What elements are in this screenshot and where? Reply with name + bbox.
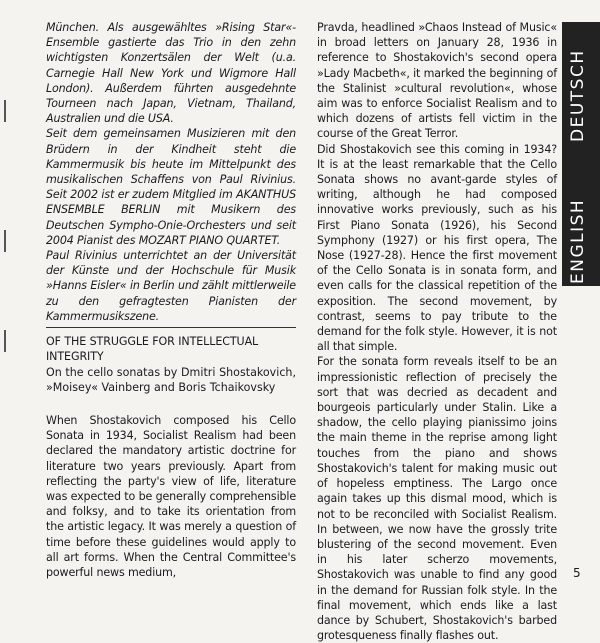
essay-paragraph: When Shostakovich composed his Cello Sonata in 1934, Socialist Realism had been declared the mandatory artistic doctrine for literature two years previously. Apart from reflecting the party's view of life, literature was expected to be generally comprehensible and folksy, and to take its orientation from the artistic legacy. It was merely a question of time before these guidelines would apply to all art forms. When the Central Committee's powerful news medium, (46, 414, 296, 580)
essay-column (317, 20, 557, 643)
essay-subtitle: On the cello sonatas by Dmitri Shostakovich, »Moisey« Vainberg and Boris Tchaikovsky (46, 366, 296, 395)
page-number: 5 (573, 566, 581, 580)
section-divider (46, 327, 296, 328)
german-biography (46, 20, 296, 324)
language-label-english: ENGLISH (568, 198, 588, 284)
bio-paragraph: München. Als ausgewähltes »Rising Star«-Ensemble gastierte das Trio in den zehn wichtigsten Konzertsälen der Welt (u.a. Carnegie Hall New York und Wigmore Hall London). Außerdem führten ausgedehnte Tourneen nach Japan, Vietnam, Thailand, Australien und die USA. (46, 21, 296, 126)
bio-paragraph: Seit dem gemeinsamen Musizieren mit den Brüdern in der Kindheit steht die Kammermusik bis heute im Mittelpunkt des musikalischen Schaffens von Paul Rivinius. Seit 2002 ist er zudem Mitglied im AKANTHUS ENSEMBLE BERLIN mit Musikern des Deutschen Sympho-Onie-Orchesters und seit 2004 Pianist des MOZART PIANO QUARTET. (46, 127, 296, 247)
essay-paragraph: Did Shostakovich see this coming in 1934? It is at the least remarkable that the Cello Sonata shows no avant-garde styles of writing, although he had composed innovative works previously, such as his First Piano Sonata (1926), his Second Symphony (1927) or his first opera, The Nose (1927-28). Hence the first movement of the Cello Sonata is in sonata form, and even calls for the classical repetition of the exposition. The second movement, by contrast, seems to pay tribute to the demand for the folk style. However, it is not all that simple. (317, 142, 557, 354)
language-label-deutsch: DEUTSCH (568, 49, 588, 142)
essay-paragraph: For the sonata form reveals itself to be an impressionistic reflection of precisely the sort that was decried as decadent and bourgeois particularly under Stalin. Like a shadow, the cello playing pianissimo joins the main theme in the reprise among light touches from the piano and shows Shostakovich's talent for making music out of hopeless emptiness. The Largo once again takes up this dismal mood, which is not to be reconciled with Socialist Realism. In between, we now have the grossly trite blustering of the second movement. Even in his later scherzo movements, Shostakovich was unable to find any good in the demand for Russian folk style. In the final movement, which ends like a last dance by Schubert, Shostakovich's barbed grotesqueness finally flashes out. (317, 355, 557, 643)
essay-paragraph: Pravda, headlined »Chaos Instead of Music« in broad letters on January 28, 1936 in reference to Shostakovich's second opera »Lady Macbeth«, it marked the beginning of the Stalinist »cultural revolution«, whose aim was to enforce Socialist Realism and to which dozens of artists fell victim in the course of the Great Terror. (317, 21, 557, 141)
binding-mark (4, 230, 6, 252)
bio-paragraph: Paul Rivinius unterrichtet an der Universität der Künste und der Hochschule für Musik »Hanns Eisler« in Berlin und zählt mittlerweile zu den gefragtesten Pianisten der Kammermusikszene. (46, 249, 296, 323)
binding-mark (4, 330, 6, 352)
language-tab (562, 22, 600, 286)
essay-heading: OF THE STRUGGLE FOR INTELLECTUAL INTEGRITY (46, 335, 259, 364)
binding-mark (4, 100, 6, 122)
